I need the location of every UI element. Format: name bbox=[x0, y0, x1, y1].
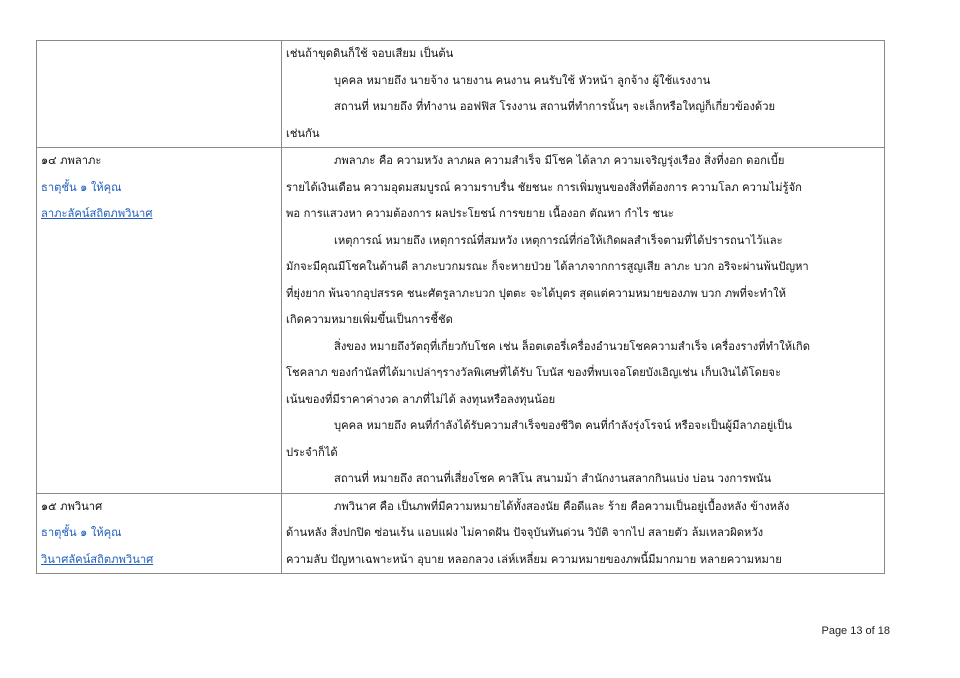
page-number: Page 13 of 18 bbox=[821, 625, 890, 637]
house-title: ๑๕ ภพวินาศ bbox=[41, 499, 103, 513]
right-cell-15 bbox=[282, 493, 885, 574]
text-line: บุคคล หมายถึง คนที่กำลังได้รับความสำเร็จของชีวิต คนที่กำลังรุ่งโรจน์ หรือจะเป็นผู้มีลาภอยู่เป็น bbox=[334, 419, 792, 432]
left-cell-14 bbox=[37, 148, 282, 494]
text-line: ความลับ ปัญหาเฉพาะหน้า อุบาย หลอกลวง เล่ห์เหลี่ยม ความหมายของภพนี้มีมากมาย หลายความหมาย bbox=[286, 552, 782, 566]
text-line: รายได้เงินเดือน ความอุดมสมบูรณ์ ความราบรื่น ชัยชนะ การเพิ่มพูนของสิ่งที่ต้องการ ความโลภ ความไม่รู้จัก bbox=[286, 180, 802, 194]
element-label: ธาตุชั้น ๑ ให้คุณ bbox=[41, 526, 122, 539]
text-line: พอ การแสวงหา ความต้องการ ผลประโยชน์ การขยาย เนื้องอก ตัณหา กำไร ชนะ bbox=[286, 207, 674, 220]
right-cell-14 bbox=[282, 148, 885, 494]
text-line: ภพลาภะ คือ ความหวัง ลาภผล ความสำเร็จ มีโชค ได้ลาภ ความเจริญรุ่งเรือง สิ่งที่งอก ดอกเบี้ย bbox=[334, 154, 785, 167]
table-row-continuation bbox=[37, 41, 885, 148]
text-line: ภพวินาศ คือ เป็นภพที่มีความหมายได้ทั้งสองนัย คือดีและ ร้าย คือความเป็นอยู่เบื้องหลัง ข้างหลัง bbox=[334, 499, 790, 513]
house-link[interactable]: ลาภะลัคน์สถิตภพวินาศ bbox=[41, 207, 153, 220]
text-line: โชคลาภ ของกำนัลที่ได้มาเปล่าๆรางวัลพิเศษที่ได้รับ โบนัส ของที่พบเจอโดยบังเอิญเช่น เก็บเงินได้โดยจะ bbox=[286, 366, 781, 379]
text-line: ที่ยุ่งยาก พ้นจากอุปสรรค ชนะศัตรูลาภะบวก ปุตตะ จะได้บุตร สุดแต่ความหมายของภพ บวก ภพที่จะทำให้ bbox=[286, 286, 786, 300]
text-line: เกิดความหมายเพิ่มขึ้นเป็นการชี้ชัด bbox=[286, 313, 453, 326]
house-title: ๑๔ ภพลาภะ bbox=[41, 154, 102, 167]
table-row-15 bbox=[37, 493, 885, 574]
left-cell-empty bbox=[37, 41, 282, 148]
table-row-14 bbox=[37, 148, 885, 494]
text-line: เช่นถ้าขุดดินก็ใช้ จอบเสียม เป็นต้น bbox=[286, 47, 454, 60]
house-link[interactable]: วินาศลัคน์สถิตภพวินาศ bbox=[41, 552, 154, 566]
text-line: สถานที่ หมายถึง สถานที่เสี่ยงโชค คาสิโน สนามม้า สำนักงานสลากกินแบ่ง บ่อน วงการพนัน bbox=[334, 472, 772, 485]
element-label: ธาตุชั้น ๑ ให้คุณ bbox=[41, 180, 122, 194]
content-table bbox=[36, 40, 885, 574]
text-line: เหตุการณ์ หมายถึง เหตุการณ์ที่สมหวัง เหตุการณ์ที่ก่อให้เกิดผลสำเร็จตามที่ได้ปรารถนาไว้และ bbox=[334, 233, 783, 247]
text-line: ด้านหลัง สิ่งปกปิด ซ่อนเร้น แอบแฝง ไม่คาดฝัน ปัจจุบันทันด่วน วิบัติ จากไป สลายตัว ล้มเหลวผิดหวัง bbox=[286, 526, 764, 539]
text-line: สิ่งของ หมายถึงวัตถุที่เกี่ยวกับโชค เช่น ล็อตเตอรี่เครื่องอำนวยโชคความสำเร็จ เครื่องรางที่ทำให้เกิด bbox=[334, 339, 810, 353]
text-line: เช่นกัน bbox=[286, 126, 320, 140]
left-cell-15 bbox=[37, 493, 282, 574]
text-line: บุคคล หมายถึง นายจ้าง นายงาน คนงาน คนรับใช้ หัวหน้า ลูกจ้าง ผู้ใช้แรงงาน bbox=[334, 73, 711, 87]
text-line: สถานที่ หมายถึง ที่ทำงาน ออฟฟิส โรงงาน สถานที่ทำการนั้นๆ จะเล็กหรือใหญ่ก็เกี่ยวข้องด้วย bbox=[334, 100, 776, 113]
right-cell-continuation bbox=[282, 41, 885, 148]
text-line: เน้นของที่มีราคาค่างวด ลาภที่ไม่ได้ ลงทุนหรือลงทุนน้อย bbox=[286, 392, 556, 406]
text-line: มักจะมีคุณมีโชคในด้านดี ลาภะบวกมรณะ ก็จะหายป่วย ได้ลาภจากการสูญเสีย ลาภะ บวก อริจะผ่านพ้นปัญหา bbox=[286, 260, 809, 273]
text-line: ประจำก็ได้ bbox=[286, 445, 338, 459]
